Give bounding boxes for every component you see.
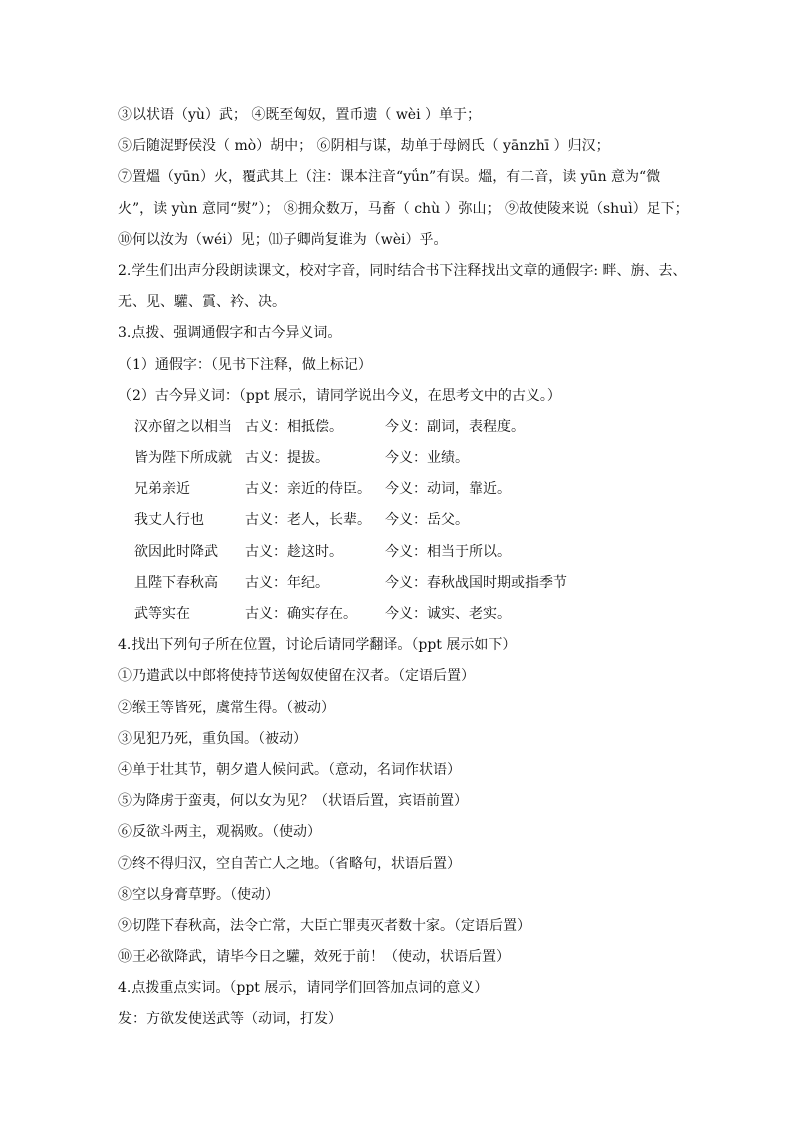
pronunciation-line: ⑦置熅（yūn）火，覆武其上（注：课本注音“yǘn”有误。熅，有二音，读 yūn 意为“微 [118, 169, 661, 186]
vocab-new-meaning: 今义：春秋战国时期或指季节 [385, 574, 567, 591]
sentence-item: ④单于壮其节，朝夕遣人候问武。（意动，名词作状语） [118, 761, 461, 778]
gujin-heading: （2）古今异义词：（ppt 展示，请同学说出今义，在思考文中的古义。） [118, 387, 561, 404]
vocab-old-meaning: 古义：亲近的侍臣。 [245, 481, 371, 498]
vocab-new-meaning: 今义：动词，靠近。 [385, 481, 511, 498]
vocab-row [118, 568, 678, 599]
vocab-old-meaning: 古义：相抵偿。 [245, 418, 343, 435]
sentence-item: ①乃遣武以中郎将使持节送匈奴使留在汉者。（定语后置） [118, 668, 475, 685]
vocab-new-meaning: 今义：业绩。 [385, 450, 469, 467]
sentence-item: ⑥反欲斗两主，观祸败。（使动） [118, 824, 321, 841]
vocab-old-meaning: 古义：提拔。 [245, 450, 329, 467]
vocab-row [118, 443, 678, 474]
vocab-row [118, 505, 678, 536]
pronunciation-line: ⑩何以汝为（wéi）见；⑾子卿尚复谁为（wèi）乎。 [118, 231, 448, 248]
vocab-row [118, 474, 678, 505]
sentence-item: ③见犯乃死，重负国。（被动） [118, 730, 307, 747]
vocab-row [118, 412, 678, 443]
document-body [118, 100, 689, 1036]
vocab-row [118, 599, 678, 630]
vocab-phrase: 汉亦留之以相当 [134, 418, 232, 435]
sentence-item: ⑤为降虏于蛮夷，何以女为见？（状语后置，宾语前置） [118, 793, 468, 810]
sentence-item: ⑦终不得归汉，空自苦亡人之地。（省略句，状语后置） [118, 855, 461, 872]
vocab-old-meaning: 古义：确实存在。 [245, 606, 357, 622]
vocab-old-meaning: 古义：趁这时。 [245, 543, 343, 560]
task-3-heading: 3.点拨、强调通假字和古今异义词。 [118, 325, 342, 342]
task-4b-heading: 4.点拨重点实词。（ppt 展示，请同学们回答加点词的意义） [118, 980, 489, 997]
vocab-phrase: 皆为陛下所成就 [134, 450, 232, 467]
vocab-new-meaning: 今义：副词，表程度。 [385, 418, 525, 435]
task-2-text: 无、见、驩、霣、衿、决。 [118, 294, 286, 311]
pronunciation-line: 火”，读 yùn 意同“熨”）； ⑧拥众数万，马畜（ chù ）弥山； ⑨故使陵来说（shuì）足下； [118, 200, 689, 217]
sentence-item: ⑧空以身膏草野。（使动） [118, 886, 279, 903]
key-word-entry: 发：方欲发使送武等（动词，打发） [118, 1011, 342, 1028]
tongjia-note: （1）通假字：（见书下注释，做上标记） [118, 356, 372, 373]
pronunciation-line: ③以状语（yù）武； ④既至匈奴，置币遗（ wèi ）单于； [118, 107, 482, 123]
sentence-item: ⑩王必欲降武，请毕今日之驩，效死于前！（使动，状语后置） [118, 949, 510, 966]
vocab-old-meaning: 古义：年纪。 [245, 574, 329, 591]
vocab-old-meaning: 古义：老人，长辈。 [245, 512, 371, 529]
vocab-new-meaning: 今义：诚实、老实。 [385, 606, 511, 622]
vocab-phrase: 武等实在 [134, 606, 190, 622]
task-4-heading: 4.找出下列句子所在位置，讨论后请同学翻译。（ppt 展示如下） [118, 637, 517, 654]
vocab-new-meaning: 今义：相当于所以。 [385, 543, 511, 560]
vocab-new-meaning: 今义：岳父。 [385, 512, 469, 529]
task-2-text: 2.学生们出声分段朗读课文，校对字音，同时结合书下注释找出文章的通假字: 畔、旃、去、 [118, 262, 687, 279]
sentence-item: ⑨切陛下春秋高，法令亡常，大臣亡罪夷灭者数十家。（定语后置） [118, 917, 531, 934]
vocab-phrase: 欲因此时降武 [134, 543, 218, 560]
vocab-phrase: 我丈人行也 [134, 512, 204, 529]
pronunciation-line: ⑤后随浞野侯没（ mò）胡中； ⑥阴相与谋，劫单于母阏氏（ yānzhī ）归汉； [118, 138, 610, 155]
vocab-row [118, 537, 678, 568]
vocab-phrase: 兄弟亲近 [134, 481, 190, 498]
sentence-item: ②缑王等皆死，虞常生得。（被动） [118, 699, 335, 716]
vocab-phrase: 且陛下春秋高 [134, 574, 218, 591]
